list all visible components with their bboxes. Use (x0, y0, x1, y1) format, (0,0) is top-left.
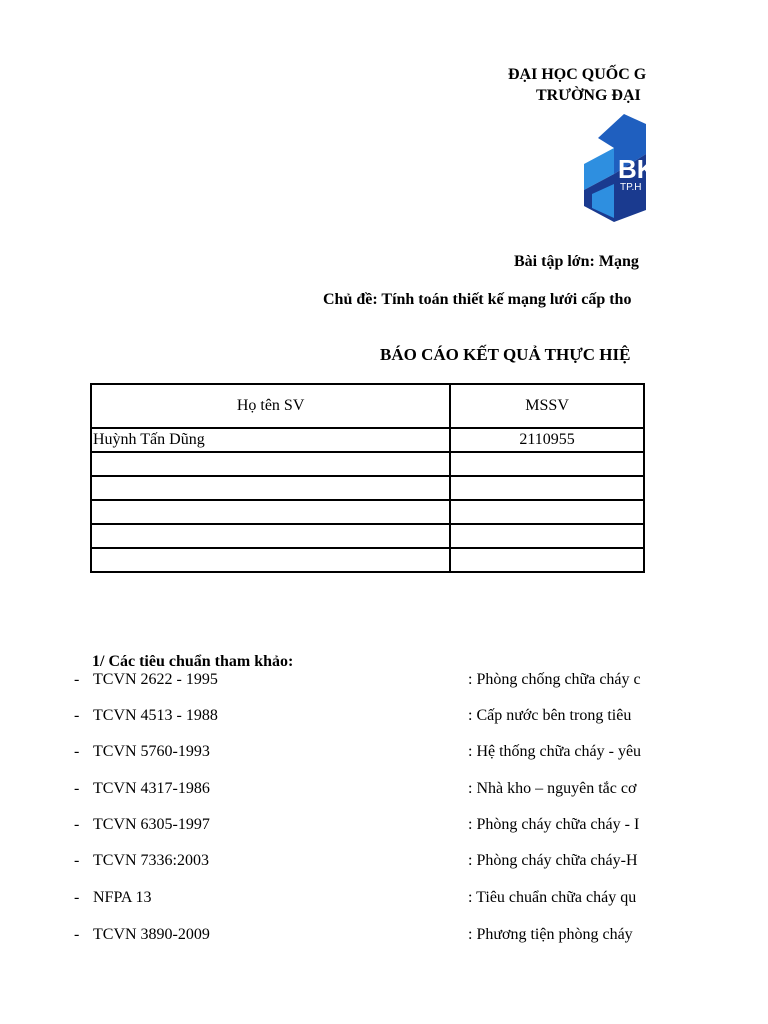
list-dash: - (74, 707, 80, 724)
assignment-topic: Chủ đề: Tính toán thiết kế mạng lưới cấp tho (323, 291, 632, 308)
student-name-cell (91, 500, 450, 524)
student-id-cell (450, 500, 644, 524)
student-id-cell: 2110955 (450, 428, 644, 452)
header-student-id: MSSV (450, 384, 644, 428)
header-student-name: Họ tên SV (91, 384, 450, 428)
standard-description: : Phương tiện phòng cháy (468, 926, 633, 943)
university-logo (584, 114, 654, 229)
student-name-cell (91, 524, 450, 548)
logo-subtext: TP.H (620, 182, 642, 193)
list-dash: - (74, 852, 80, 869)
list-dash: - (74, 926, 80, 943)
standard-code: NFPA 13 (93, 889, 152, 906)
standard-code: TCVN 6305-1997 (93, 816, 210, 833)
standard-description: : Cấp nước bên trong tiêu (468, 707, 632, 724)
standard-description: : Tiêu chuẩn chữa cháy qu (468, 889, 637, 906)
standard-code: TCVN 7336:2003 (93, 852, 209, 869)
list-dash: - (74, 743, 80, 760)
table-row (91, 524, 644, 548)
student-name-cell (91, 452, 450, 476)
standard-code: TCVN 4513 - 1988 (93, 707, 218, 724)
student-name-cell (91, 548, 450, 572)
list-dash: - (74, 816, 80, 833)
standard-code: TCVN 3890-2009 (93, 926, 210, 943)
list-dash: - (74, 780, 80, 797)
assignment-title: Bài tập lớn: Mạng (514, 253, 639, 270)
student-name-cell: Huỳnh Tấn Dũng (91, 428, 450, 452)
standard-code: TCVN 2622 - 1995 (93, 671, 218, 688)
standard-description: : Hệ thống chữa cháy - yêu (468, 743, 642, 760)
standard-description: : Phòng chống chữa cháy c (468, 671, 641, 688)
university-name: ĐẠI HỌC QUỐC G (508, 66, 647, 83)
standard-code: TCVN 4317-1986 (93, 780, 210, 797)
students-table (90, 383, 645, 573)
standard-description: : Phòng cháy chữa cháy-H (468, 852, 638, 869)
student-id-cell (450, 548, 644, 572)
standard-code: TCVN 5760-1993 (93, 743, 210, 760)
student-id-cell (450, 452, 644, 476)
table-row (91, 476, 644, 500)
report-title: BÁO CÁO KẾT QUẢ THỰC HIỆ (380, 345, 631, 364)
student-id-cell (450, 524, 644, 548)
table-header-row (91, 384, 644, 428)
school-name: TRƯỜNG ĐẠI (536, 87, 641, 104)
list-dash: - (74, 889, 80, 906)
standards-heading: 1/ Các tiêu chuẩn tham khảo: (92, 653, 294, 670)
student-id-cell (450, 476, 644, 500)
table-row (91, 500, 644, 524)
standard-description: : Phòng cháy chữa cháy - I (468, 816, 640, 833)
logo-text: BK (618, 154, 656, 184)
table-row (91, 452, 644, 476)
table-row (91, 548, 644, 572)
list-dash: - (74, 671, 80, 688)
table-row (91, 428, 644, 452)
standard-description: : Nhà kho – nguyên tắc cơ (468, 780, 637, 797)
student-name-cell (91, 476, 450, 500)
